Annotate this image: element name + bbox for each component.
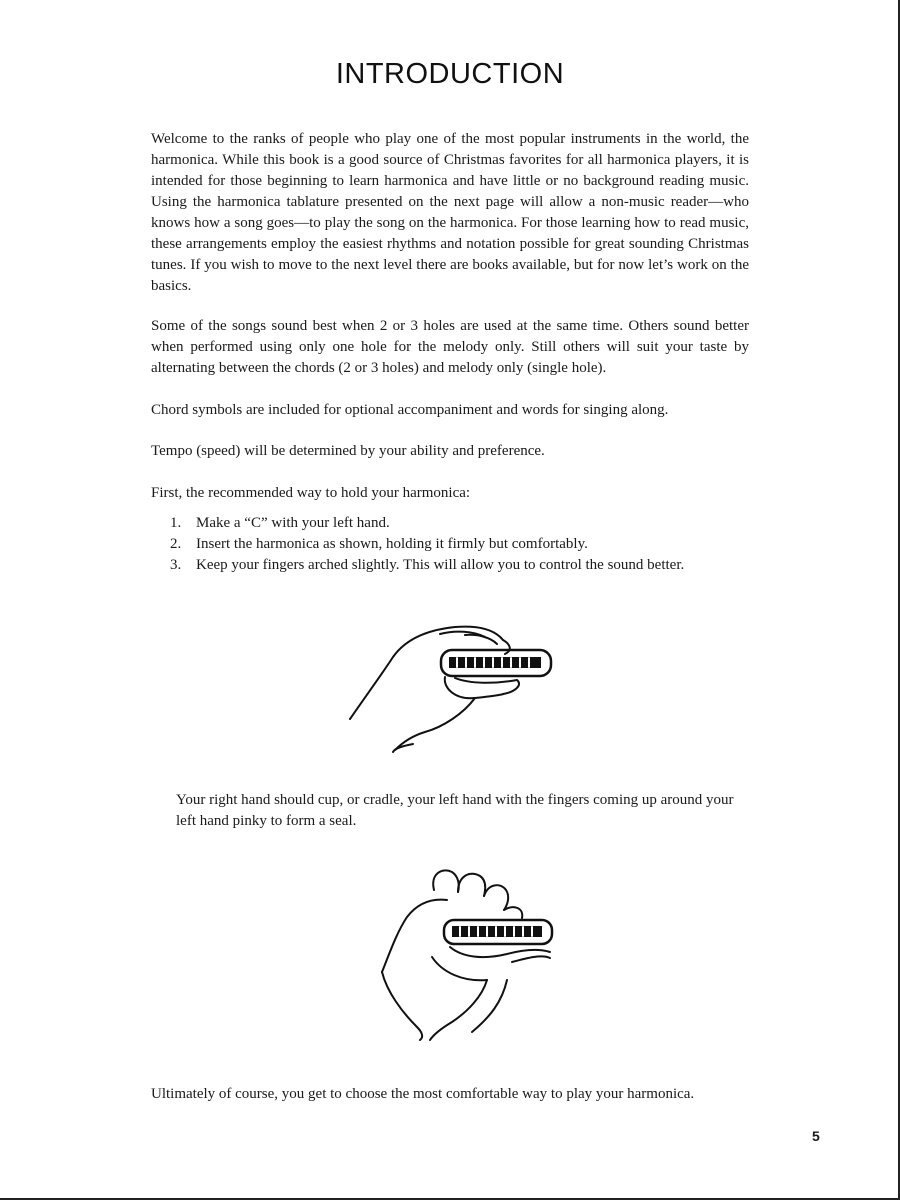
tempo-paragraph: Tempo (speed) will be determined by your ability and preference. <box>151 443 545 459</box>
ultimately-paragraph: Ultimately of course, you get to choose the most comfortable way to play your harmonica. <box>151 1086 695 1102</box>
hold-intro-paragraph: First, the recommended way to hold your harmonica: <box>151 485 471 501</box>
cradle-paragraph: Your right hand should cup, or cradle, your left hand with the fingers coming up around your left hand pinky to form a seal. <box>176 792 734 829</box>
step-text: Keep your fingers arched slightly. This will allow you to control the sound better. <box>196 557 685 573</box>
chord-symbols-paragraph: Chord symbols are included for optional accompaniment and words for singing along. <box>151 402 669 418</box>
steps-list <box>170 513 760 576</box>
welcome-paragraph: Welcome to the ranks of people who play one of the most popular instruments in the world, the harmonica. While this book is a good source of Christmas favorites for all harmonica players, it is intended for those beginning to learn harmonica and have little or no background reading music. Using the harmonica tablature presented on the next page will allow a non-music reader—who knows how a song goes—to play the song on the harmonica. For those learning how to read music, these arrangements employ the easiest rhythms and notation possible for great sounding Christmas tunes. If you wish to move to the next level there are books available, but for now let’s work on the basics. <box>151 131 749 294</box>
list-item <box>170 555 760 576</box>
page-number: 5 <box>812 1128 820 1144</box>
holes-paragraph: Some of the songs sound best when 2 or 3 holes are used at the same time. Others sound better when performed using only one hole for the melody only. Still others will suit your taste by alternating between the chords (2 or 3 holes) and melody only (single hole). <box>151 318 749 376</box>
two-hands-cupping-harmonica-icon <box>372 862 562 1042</box>
step-number: 1. <box>170 515 182 531</box>
list-item <box>170 534 760 555</box>
list-item <box>170 513 760 534</box>
left-hand-holding-harmonica-icon <box>345 622 560 757</box>
step-number: 3. <box>170 557 182 573</box>
page-title: INTRODUCTION <box>335 58 565 90</box>
step-number: 2. <box>170 536 182 552</box>
step-text: Make a “C” with your left hand. <box>196 515 390 531</box>
step-text: Insert the harmonica as shown, holding it firmly but comfortably. <box>196 536 588 552</box>
